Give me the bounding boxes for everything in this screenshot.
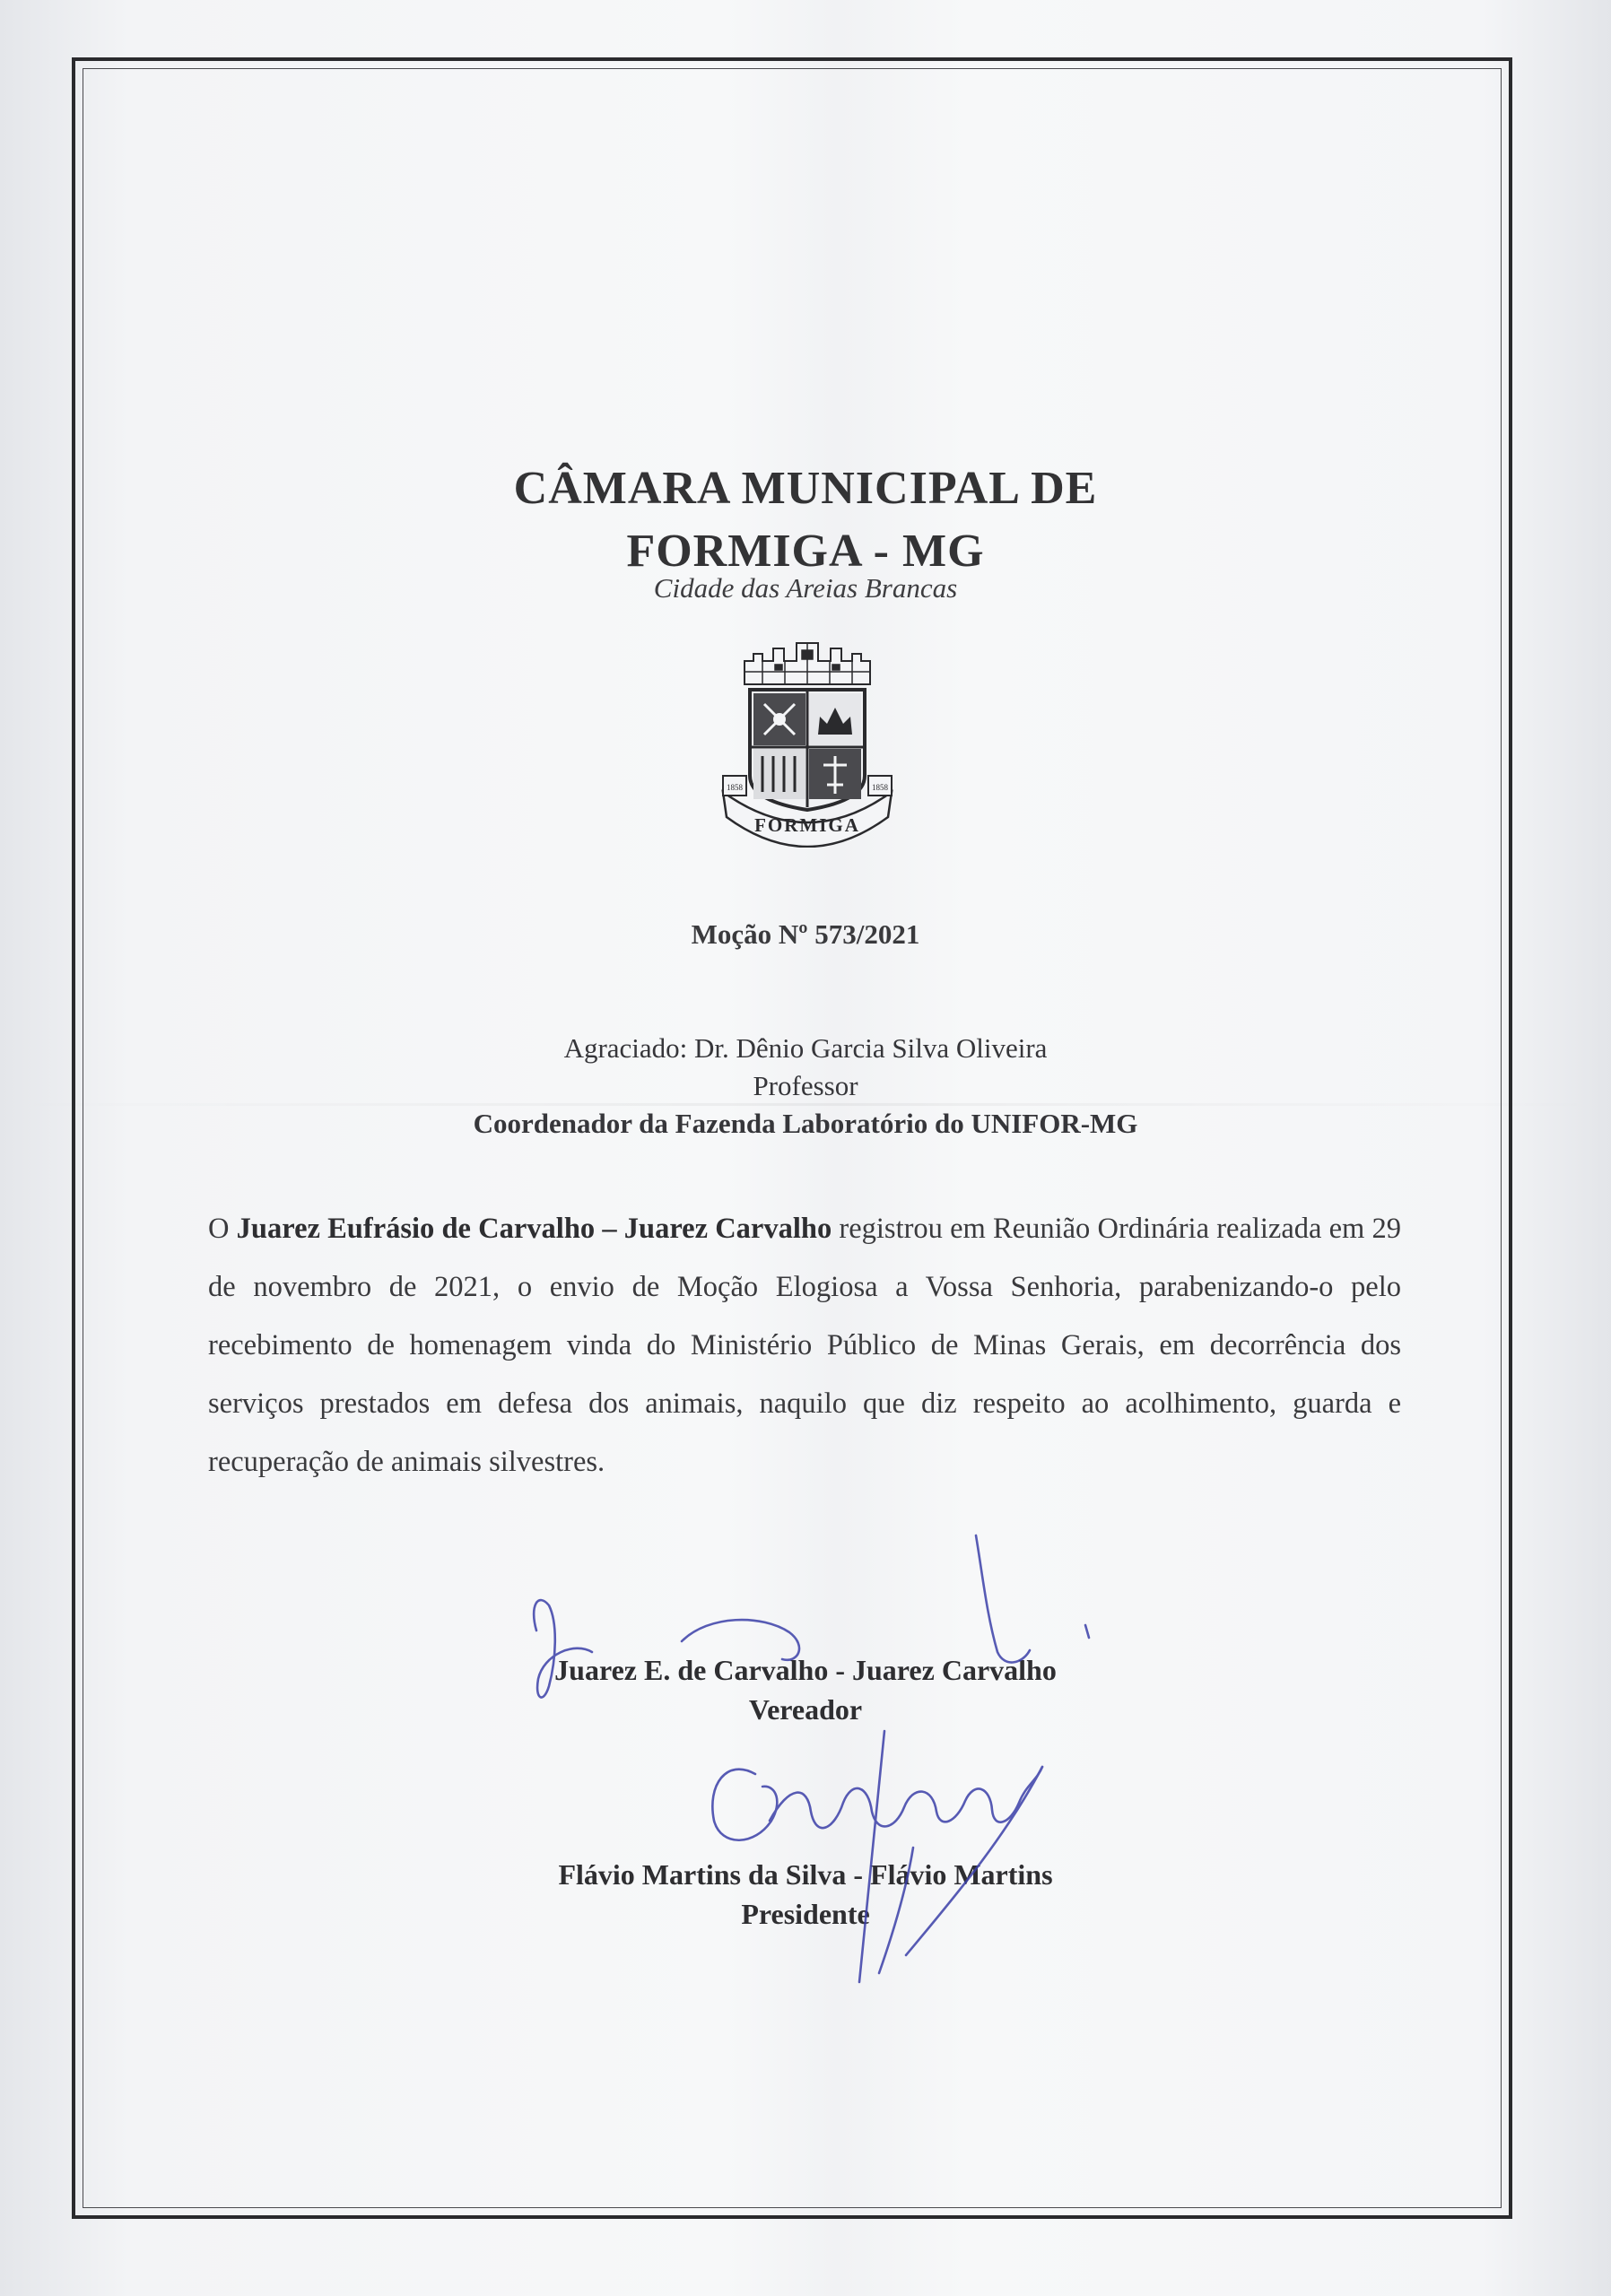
crest-year-right: 1858 [872, 783, 888, 792]
city-motto: Cidade das Areias Brancas [653, 572, 958, 604]
signature-block-councilor [0, 1650, 1611, 1729]
crest-year-left: 1858 [727, 783, 743, 792]
signer-name: Juarez E. de Carvalho - Juarez Carvalho [554, 1654, 1057, 1686]
document-header-title [0, 457, 1611, 583]
body-text: registrou em Reunião Ordinária realizada em 29 de novembro de 2021, o envio de Moção Elogiosa a Vossa Senhoria, parabenizando-o pelo recebimento de homenagem vinda do Ministério Público de Minas Gerais, em decorrência dos serviços prestados em defesa dos animais, naquilo que diz respeito ao acolhimento, guarda e recuperação de animais silvestres. [208, 1213, 1402, 1478]
motion-body-paragraph [208, 1200, 1401, 1492]
city-coat-of-arms-icon [718, 641, 897, 848]
honoree-role: Coordenador da Fazenda Laboratório do UNIFOR-MG [473, 1108, 1138, 1139]
body-author: Juarez Eufrásio de Carvalho – Juarez Carvalho [236, 1213, 832, 1245]
honoree-name: Agraciado: Dr. Dênio Garcia Silva Oliveira [563, 1032, 1048, 1064]
crest-banner-text: FORMIGA [754, 814, 860, 836]
honoree-title: Professor [753, 1070, 858, 1101]
signer-role: Vereador [748, 1693, 863, 1726]
title-line-1: CÂMARA MUNICIPAL DE [513, 463, 1098, 514]
body-prefix: O [208, 1213, 230, 1245]
title-line-2: FORMIGA - MG [626, 526, 985, 577]
signature-block-president [0, 1855, 1611, 1934]
signer-name: Flávio Martins da Silva - Flávio Martins [558, 1858, 1053, 1891]
signer-role: Presidente [741, 1898, 870, 1930]
motion-number: Moção Nº 573/2021 [691, 918, 920, 950]
recipient-block [0, 1030, 1611, 1143]
